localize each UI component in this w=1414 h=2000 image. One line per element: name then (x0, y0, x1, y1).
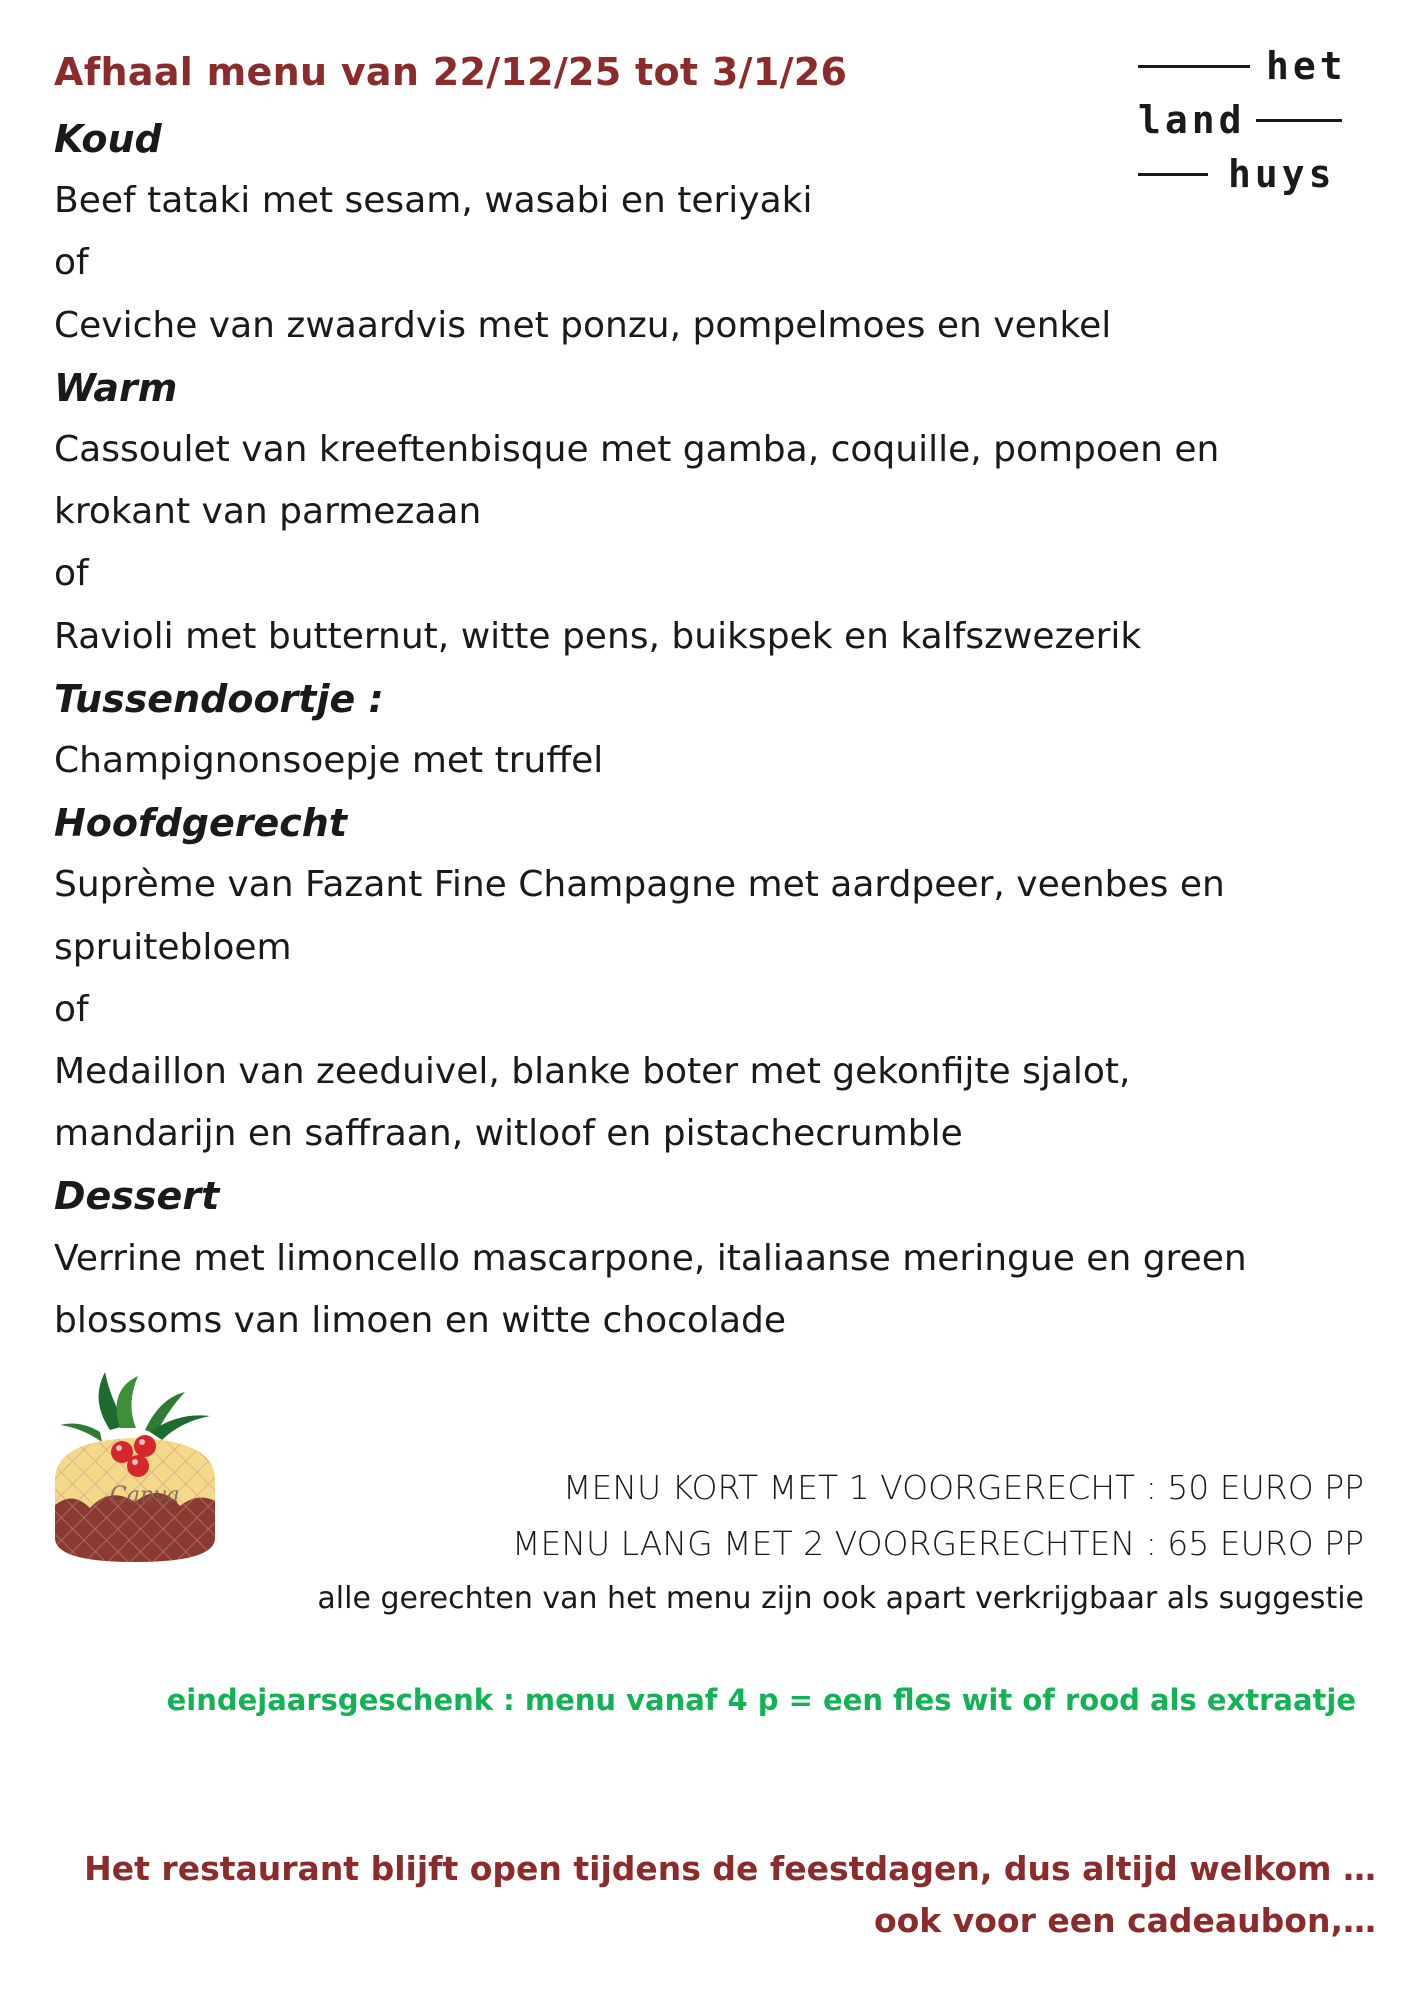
footer-line-1: Het restaurant blijft open tijdens de feestdagen, dus altijd welkom … (84, 1849, 1376, 1888)
price-block (317, 1460, 1364, 1626)
or-separator: of (54, 242, 89, 284)
logo-word-land: land (1138, 98, 1246, 142)
dish-cassoulet: Cassoulet van kreeftenbisque met gamba, coquille, pompoen en (54, 429, 1220, 471)
dish-verrine-cont: blossoms van limoen en witte chocolade (54, 1299, 787, 1341)
menu-title: Afhaal menu van 22/12/25 tot 3/1/26 (54, 50, 848, 94)
dish-beef-tataki: Beef tataki met sesam, wasabi en teriyaki (54, 180, 813, 222)
footer-message (84, 1843, 1376, 1947)
dish-verrine: Verrine met limoncello mascarpone, italiaanse meringue en green (54, 1237, 1247, 1279)
section-heading-hoofdgerecht: Hoofdgerecht (54, 801, 347, 846)
dish-zeeduivel: Medaillon van zeeduivel, blanke boter met gekonfijte sjalot, (54, 1051, 1131, 1093)
price-menu-kort: MENU KORT MET 1 VOORGERECHT : 50 EURO PP (563, 1468, 1364, 1507)
section-heading-koud: Koud (54, 117, 162, 161)
price-menu-lang: MENU LANG MET 2 VOORGERECHTEN : 65 EURO PP (512, 1524, 1364, 1563)
footer-line-2: ook voor een cadeaubon,… (873, 1901, 1376, 1940)
dish-fazant-cont: spruitebloem (54, 926, 292, 968)
logo-word-het: het (1266, 44, 1347, 88)
dish-ravioli: Ravioli met butternut, witte pens, buikspek en kalfszwezerik (54, 615, 1142, 657)
dish-cassoulet-cont: krokant van parmezaan (54, 491, 482, 533)
dish-champignonsoepje: Champignonsoepje met truffel (54, 740, 604, 782)
dish-zeeduivel-cont: mandarijn en saffraan, witloof en pistachecrumble (54, 1113, 963, 1155)
section-heading-warm: Warm (54, 365, 178, 410)
logo-line (1138, 65, 1250, 68)
or-separator: of (54, 553, 89, 595)
year-end-gift-note: eindejaarsgeschenk : menu vanaf 4 p = een fles wit of rood als extraatje (166, 1683, 1356, 1717)
menu-body (54, 108, 1354, 1352)
christmas-pudding-illustration (50, 1370, 220, 1570)
section-heading-tussendoortje: Tussendoortje : (54, 676, 384, 721)
suggestion-note: alle gerechten van het menu zijn ook apart verkrijgbaar als suggestie (317, 1581, 1364, 1616)
section-heading-dessert: Dessert (54, 1174, 220, 1219)
or-separator: of (54, 988, 89, 1030)
logo-word-huys: huys (1228, 152, 1336, 196)
dish-fazant: Suprème van Fazant Fine Champagne met aardpeer, veenbes en (54, 864, 1225, 906)
dish-ceviche: Ceviche van zwaardvis met ponzu, pompelmoes en venkel (54, 304, 1112, 346)
canva-watermark: Canva (110, 1483, 180, 1508)
